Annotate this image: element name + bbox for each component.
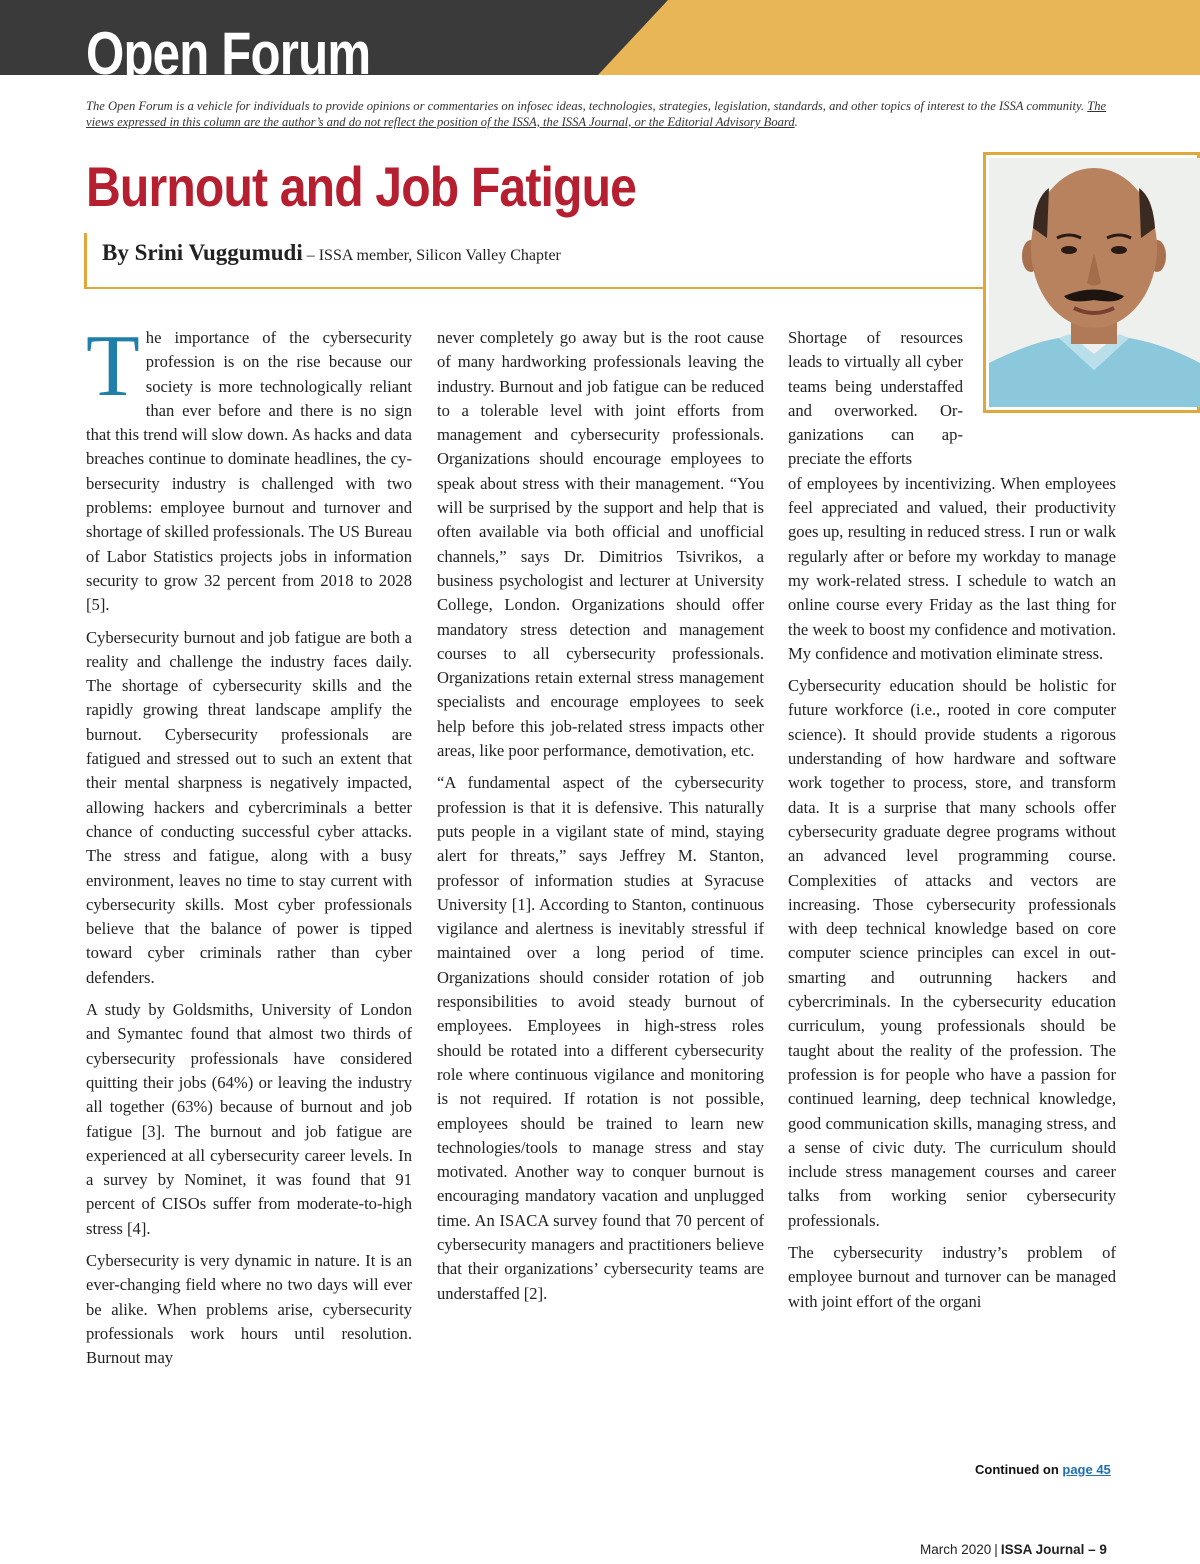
byline-author: By Srini Vuggumudi — [102, 240, 303, 265]
section-intro — [86, 98, 1116, 130]
paragraph-narrow-part: Shortage of resources leads to virtually all cyber teams being understaffed and overworked. Organizations can appreciate the efforts — [788, 328, 963, 469]
article-headline: Burnout and Job Fatigue — [86, 155, 637, 218]
paragraph: never completely go away but is the root cause of many hardworking professionals leaving the industry. Burnout and job fatigue can be reduced to a tolerable level with joint efforts from management and cybersecurity professionals. Organizations should encourage employees to speak about stress with their management. “You will be surprised by the support and help that is often available via both official and unofficial channels,” says Dr. Dimitrios Tsivrikos, a business psychologist and lecturer at University College, London. Organizations should offer mandatory stress detection and management courses to all cybersecurity professionals. Organizations retain external stress management specialists and encourage employees to seek help before this job-related stress impacts other areas, like poor performance, demotivation, etc. — [437, 328, 764, 761]
footer-magazine: ISSA Journal – 9 — [1000, 1542, 1107, 1557]
section-title: Open Forum — [86, 20, 371, 87]
article-column-1 — [86, 318, 412, 1378]
continued-label: Continued on — [975, 1462, 1063, 1477]
footer-separator: | — [994, 1542, 998, 1557]
paragraph — [86, 318, 412, 618]
footer-date: March 2020 — [920, 1542, 992, 1557]
paragraph: A study by Goldsmiths, University of London and Symantec found that almost two thirds of cybersecurity professionals have considered quitting their jobs (64%) or leaving the industry all together (63%) because of burnout and job fatigue [3]. The burnout and job fatigue are experienced at all cybersecurity career levels. In a survey by Nominet, it was found that 91 percent of CISOs suffer from moderate-to-high stress [4]. — [86, 1000, 412, 1238]
paragraph: “A fundamental aspect of the cybersecurity profession is that it is defensive. This naturally puts people in a vigilant state of mind, staying alert for threats,” says Jeffrey M. Stanton, professor of information studies at Syracuse University [1]. According to Stanton, continuous vigilance and alertness is inevitably stressful if maintained over a long period of time. Organizations should consider rotation of job responsibilities to avoid steady burnout of employees. Employees in high-stress roles should be rotated into a different cybersecurity role where continuous vigilance and monitoring is not required. If rotation is not possible, employees should be trained to learn new technologies/tools to manage stress and stay motivated. Another way to conquer burnout is encouraging mandatory vacation and unplugged time. An ISACA survey found that 70 percent of cybersecurity managers and practitioners believe that their organizations’ cybersecurity teams are understaffed [2]. — [437, 773, 764, 1303]
continued-note — [975, 1462, 1111, 1477]
paragraph: The cybersecurity industry’s problem of employee burnout and turnover can be managed with joint effort of the organi — [788, 1242, 1116, 1311]
paragraph: Cybersecurity is very dynamic in nature. It is an ever-changing field where no two days will ever be alike. When problems arise, cybersecurity professionals work hours until resolution. Burnout may — [86, 1250, 412, 1368]
paragraph: Cybersecurity burnout and job fatigue are both a reality and challenge the industry faces daily. The shortage of cybersecurity skills and the rapidly growing threat landscape amplify the burnout. Cybersecurity professionals are fatigued and stressed out to such an extent that their mental sharpness is negatively impacted, allowing hackers and cybercriminals a better chance of conducting successful cyber attacks. The stress and fatigue, along with a busy environment, leaves no time to stay current with cybersecurity skills. Most cyber professionals believe that the balance of power is tipped toward cyber criminals rather than cyber defenders. — [86, 627, 412, 987]
paragraph-text: he importance of the cybersecurity profession is on the rise because our society is more technologically reliant than ever before and there is no sign that this trend will slow down. As hacks and data breaches continue to dominate headlines, the cybersecurity industry is challenged with two problems: employee burnout and turnover and shortage of skilled professionals. The US Bureau of Labor Statistics projects jobs in information security to grow 32 percent from 2018 to 2028 [5]. — [86, 328, 412, 615]
intro-disclaimer: The views expressed in this column are the author’s and do not reflect the position of the ISSA, the ISSA Journal, or the Editorial Advisory Board — [86, 99, 1107, 129]
page-footer — [920, 1542, 1107, 1557]
article-column-3 — [788, 326, 1116, 1322]
continued-page-link[interactable]: page 45 — [1062, 1462, 1111, 1477]
intro-end: . — [794, 115, 798, 129]
drop-cap: T — [86, 318, 140, 415]
byline-affiliation: – ISSA member, Silicon Valley Chapter — [302, 247, 561, 264]
article-column-2 — [437, 326, 764, 1314]
intro-text: The Open Forum is a vehicle for individuals to provide opinions or commentaries on infosec ideas, technologies, strategies, legislation, standards, and other topics of interest to the ISSA community. — [86, 99, 1088, 113]
byline — [102, 240, 561, 266]
paragraph: of employees by incentivizing. When employees feel appreciated and valued, their productivity goes up, resulting in reduced stress. I run or walk regularly after or before my workday to manage my work-related stress. I schedule to watch an online course every Friday as the last thing for the week to boost my confidence and motivation. My confidence and motivation eliminate stress. — [788, 473, 1116, 663]
paragraph: Cybersecurity education should be holistic for future workforce (i.e., rooted in core computer science). It should provide students a rigorous understanding of how hardware and software work together to process, store, and transform data. It is a surprise that many schools offer cybersecurity graduate degree programs without an advanced level programming course. Complexities of attacks and vectors are increasing. Those cybersecurity professionals with deep technical knowledge based on core computer science principles can excel in outsmarting and outrunning hackers and cybercriminals. In the cybersecurity education curriculum, young professionals should be taught about the reality of the profession. The profession is for people who have a passion for continued learning, deep technical knowledge, good communication skills, managing stress, and a sense of civic duty. The curriculum should include stress management courses and career talks from working senior cybersecurity professionals. — [788, 676, 1116, 1230]
